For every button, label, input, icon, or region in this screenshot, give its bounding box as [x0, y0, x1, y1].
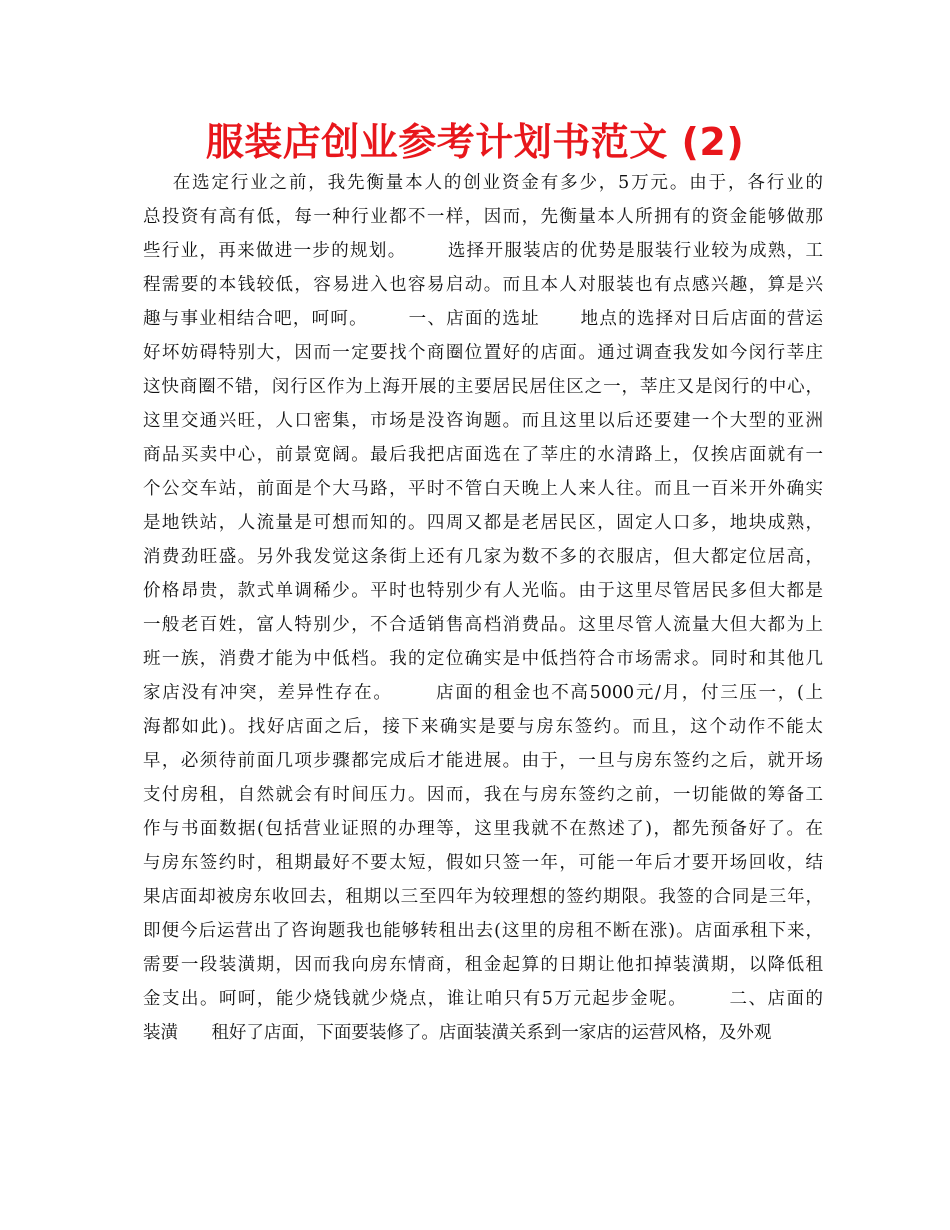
- body-line: 趣与事业相结合吧，呵呵。 一、店面的选址 地点的选择对日后店面的营运: [143, 309, 823, 329]
- body-line: 个公交车站，前面是个大马路，平时不管白天晚上人来人往。而且一百米开外确实: [143, 479, 823, 499]
- body-line: 是地铁站，人流量是可想而知的。四周又都是老居民区，固定人口多，地块成熟，: [143, 513, 823, 533]
- body-line: 程需要的本钱较低，容易进入也容易启动。而且本人对服装也有点感兴趣，算是兴: [143, 275, 823, 295]
- body-line: 这快商圈不错，闵行区作为上海开展的主要居民居住区之一，莘庄又是闵行的中心，: [143, 377, 823, 397]
- body-line: 即便今后运营出了咨询题我也能够转租出去(这里的房租不断在涨)。店面承租下来，: [143, 921, 823, 941]
- body-line: 与房东签约时，租期最好不要太短，假如只签一年，可能一年后才要开场回收，结: [143, 853, 823, 873]
- body-line: 支付房租，自然就会有时间压力。因而，我在与房东签约之前，一切能做的筹备工: [143, 785, 823, 805]
- body-line: 果店面却被房东收回去，租期以三至四年为较理想的签约期限。我签的合同是三年，: [143, 887, 823, 907]
- body-line: 价格昂贵，款式单调稀少。平时也特别少有人光临。由于这里尽管居民多但大都是: [143, 581, 823, 601]
- body-line: 一般老百姓，富人特别少，不合适销售高档消费品。这里尽管人流量大但大都为上: [143, 615, 823, 635]
- body-line: 早，必须待前面几项步骤都完成后才能进展。由于，一旦与房东签约之后，就开场: [143, 751, 823, 771]
- body-line: 些行业，再来做进一步的规划。 选择开服装店的优势是服装行业较为成熟，工: [143, 241, 823, 261]
- body-line: 需要一段装潢期，因而我向房东情商，租金起算的日期让他扣掉装潢期，以降低租: [143, 955, 823, 975]
- body-line: 总投资有高有低，每一种行业都不一样，因而，先衡量本人所拥有的资金能够做那: [143, 207, 823, 227]
- body-line: 海都如此)。找好店面之后，接下来确实是要与房东签约。而且，这个动作不能太: [143, 717, 823, 737]
- body-line: 金支出。呵呵，能少烧钱就少烧点，谁让咱只有5万元起步金呢。 二、店面的: [143, 989, 823, 1009]
- document-title: 服装店创业参考计划书范文 (2): [205, 120, 745, 164]
- body-line: 好坏妨碍特别大，因而一定要找个商圈位置好的店面。通过调查我发如今闵行莘庄: [143, 343, 823, 363]
- body-line: 作与书面数据(包括营业证照的办理等，这里我就不在熬述了)，都先预备好了。在: [143, 819, 823, 839]
- body-line: 装潢 租好了店面，下面要装修了。店面装潢关系到一家店的运营风格，及外观: [143, 1023, 772, 1043]
- body-line: 在选定行业之前，我先衡量本人的创业资金有多少，5万元。由于，各行业的: [143, 173, 823, 193]
- body-line: 这里交通兴旺，人口密集，市场是没咨询题。而且这里以后还要建一个大型的亚洲: [143, 411, 823, 431]
- body-line: 家店没有冲突，差异性存在。 店面的租金也不高5000元/月，付三压一，(上: [143, 683, 823, 703]
- body-line: 消费劲旺盛。另外我发觉这条街上还有几家为数不多的衣服店，但大都定位居高，: [143, 547, 823, 567]
- body-line: 商品买卖中心，前景宽阔。最后我把店面选在了莘庄的水清路上，仅挨店面就有一: [143, 445, 823, 465]
- document-body: [143, 166, 823, 1050]
- body-line: 班一族，消费才能为中低档。我的定位确实是中低挡符合市场需求。同时和其他几: [143, 649, 823, 669]
